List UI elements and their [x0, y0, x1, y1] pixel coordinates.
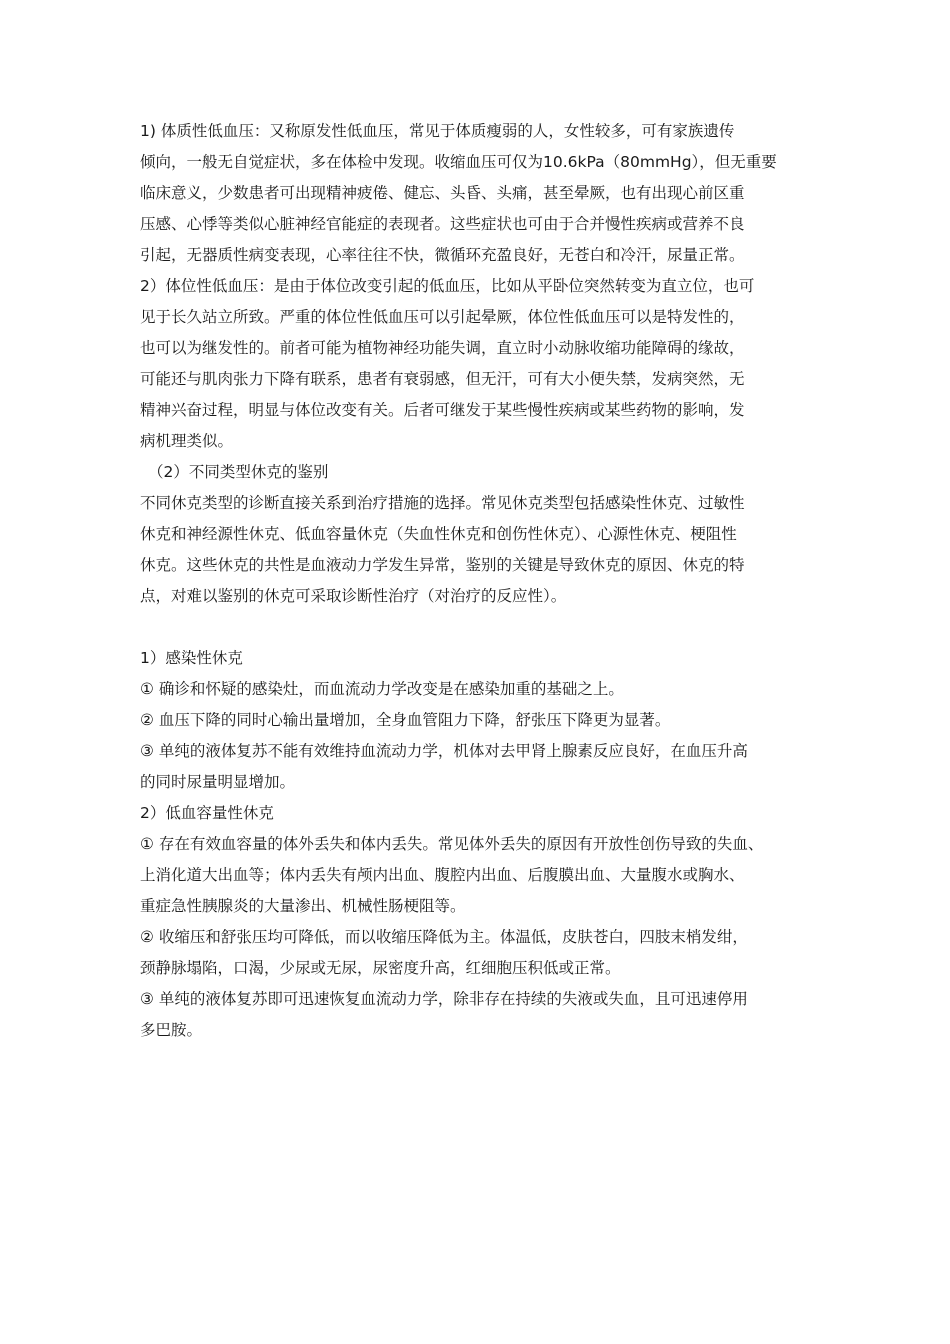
text-line: 多巴胺。	[140, 1021, 203, 1039]
text-line: 颈静脉塌陷，口渴，少尿或无尿，尿密度升高，红细胞压积低或正常。	[140, 959, 621, 977]
text-line: 的同时尿量明显增加。	[140, 773, 296, 791]
text-line: ③ 单纯的液体复苏即可迅速恢复血流动力学，除非存在持续的失液或失血，且可迅速停用	[140, 990, 748, 1008]
text-line: 2）体位性低血压：是由于体位改变引起的低血压，比如从平卧位突然转变为直立位，也可	[140, 277, 755, 295]
subsection-heading: 2）低血容量性休克	[140, 804, 274, 822]
text-line: 也可以为继发性的。前者可能为植物神经功能失调，直立时小动脉收缩功能障碍的缘故，	[140, 339, 745, 357]
text-line: 休克。这些休克的共性是血液动力学发生异常，鉴别的关键是导致休克的原因、休克的特	[140, 556, 745, 574]
text-line: 上消化道大出血等；体内丢失有颅内出血、腹腔内出血、后腹膜出血、大量腹水或胸水、	[140, 866, 745, 884]
text-line: 不同休克类型的诊断直接关系到治疗措施的选择。常见休克类型包括感染性休克、过敏性	[140, 494, 745, 512]
text-line: ① 存在有效血容量的体外丢失和体内丢失。常见体外丢失的原因有开放性创伤导致的失血、	[140, 835, 764, 853]
document-body	[140, 116, 840, 1046]
section-heading: （2）不同类型休克的鉴别	[148, 463, 329, 481]
subsection-heading: 1）感染性休克	[140, 649, 243, 667]
text-line: ① 确诊和怀疑的感染灶，而血流动力学改变是在感染加重的基础之上。	[140, 680, 624, 698]
text-line: 点，对难以鉴别的休克可采取诊断性治疗（对治疗的反应性）。	[140, 587, 567, 605]
text-line: 重症急性胰腺炎的大量渗出、机械性肠梗阻等。	[140, 897, 466, 915]
text-line: 病机理类似。	[140, 432, 234, 450]
text-line: 可能还与肌肉张力下降有联系，患者有衰弱感，但无汗，可有大小便失禁，发病突然，无	[140, 370, 745, 388]
text-line: ③ 单纯的液体复苏不能有效维持血流动力学，机体对去甲肾上腺素反应良好，在血压升高	[140, 742, 748, 760]
text-line: ② 收缩压和舒张压均可降低，而以收缩压降低为主。体温低，皮肤苍白，四肢末梢发绀，	[140, 928, 748, 946]
text-line: 见于长久站立所致。严重的体位性低血压可以引起晕厥，体位性低血压可以是特发性的，	[140, 308, 745, 326]
text-line: 压感、心悸等类似心脏神经官能症的表现者。这些症状也可由于合并慢性疾病或营养不良	[140, 215, 745, 233]
text-line: 临床意义，少数患者可出现精神疲倦、健忘、头昏、头痛，甚至晕厥，也有出现心前区重	[140, 184, 745, 202]
text-line: 精神兴奋过程，明显与体位改变有关。后者可继发于某些慢性疾病或某些药物的影响，发	[140, 401, 745, 419]
text-line: ② 血压下降的同时心输出量增加，全身血管阻力下降，舒张压下降更为显著。	[140, 711, 671, 729]
text-line: 引起，无器质性病变表现，心率往往不快，微循环充盈良好，无苍白和冷汗，尿量正常。	[140, 246, 745, 264]
text-line: 倾向，一般无自觉症状，多在体检中发现。收缩血压可仅为10.6kPa（80mmHg），但无重要	[140, 153, 777, 171]
text-line: 1) 体质性低血压：又称原发性低血压，常见于体质瘦弱的人，女性较多，可有家族遗传	[140, 122, 735, 140]
paragraph-gap	[140, 612, 840, 643]
text-line: 休克和神经源性休克、低血容量休克（失血性休克和创伤性休克）、心源性休克、梗阻性	[140, 525, 737, 543]
